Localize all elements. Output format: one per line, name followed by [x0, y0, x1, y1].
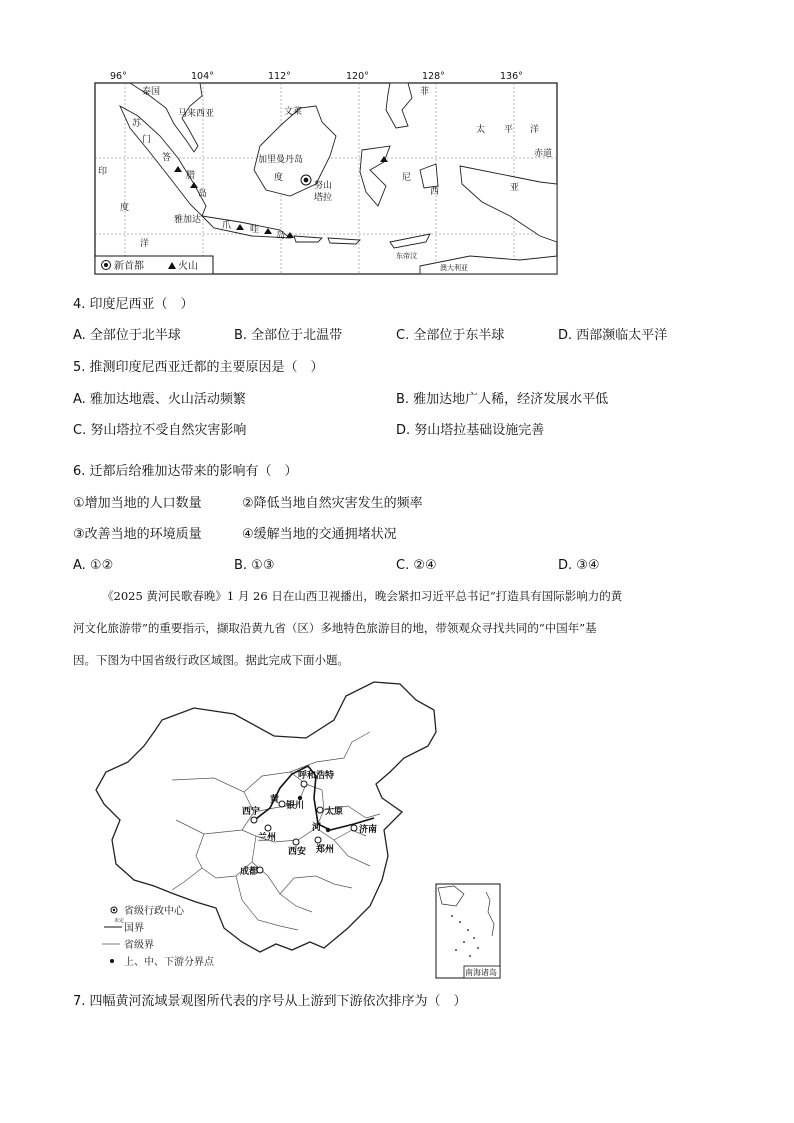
- legend-undetermined: 未定: [114, 918, 125, 924]
- label-nusantara: 塔拉: [314, 193, 333, 203]
- city-xian: 西安: [288, 847, 307, 857]
- lon-label: 136°: [500, 71, 523, 82]
- label-java: 哇: [250, 225, 260, 235]
- label-indonesia: 印: [98, 167, 108, 177]
- city-yinchuan: 银川: [286, 801, 305, 811]
- city-lanzhou: 兰州: [258, 833, 277, 843]
- label-philippines: 菲: [420, 87, 430, 97]
- label-sumatra: 岛: [198, 189, 208, 199]
- label-java: 爪: [222, 221, 232, 231]
- q6-item-3: ③改善当地的环境质量: [73, 527, 202, 542]
- q6-item-4: ④缓解当地的交通拥堵状况: [242, 527, 397, 542]
- passage-line-3: 因。下图为中国省级行政区域图。据此完成下面小题。: [73, 653, 349, 667]
- inset-label: 南海诸岛: [465, 968, 497, 977]
- q6-option-c[interactable]: C. ②④: [396, 558, 437, 573]
- q6-option-b[interactable]: B. ①③: [234, 558, 275, 573]
- label-kalimantan: 加里曼丹岛: [258, 155, 304, 165]
- label-pacific: 洋: [530, 125, 540, 135]
- city-jinan: 济南: [359, 825, 378, 835]
- q4-option-a[interactable]: A. 全部位于北半球: [73, 328, 181, 343]
- river-label-huang: 黄: [270, 795, 280, 805]
- legend-national-border: 国界: [124, 923, 144, 934]
- q4-option-d[interactable]: D. 西部濒临太平洋: [558, 328, 668, 343]
- q5-option-b[interactable]: B. 雅加达地广人稀，经济发展水平低: [396, 392, 609, 407]
- label-java: 岛: [276, 231, 286, 241]
- q5-option-d[interactable]: D. 努山塔拉基础设施完善: [396, 423, 545, 438]
- label-indian-ocean: 洋: [140, 239, 150, 249]
- label-indian-ocean: 度: [120, 203, 130, 213]
- label-pacific: 平: [504, 125, 514, 135]
- label-equator: 赤道: [534, 149, 553, 159]
- label-jakarta: 雅加达: [174, 215, 202, 225]
- q5-option-a[interactable]: A. 雅加达地震、火山活动频繁: [73, 392, 246, 407]
- label-sumatra: 答: [162, 153, 172, 163]
- lon-label: 120°: [346, 71, 369, 82]
- q4-option-b[interactable]: B. 全部位于北温带: [234, 328, 343, 343]
- lon-label: 112°: [268, 71, 291, 82]
- legend-capital: 省级行政中心: [124, 906, 184, 917]
- city-zhengzhou: 郑州: [316, 845, 335, 855]
- q5-option-c[interactable]: C. 努山塔拉不受自然灾害影响: [73, 423, 247, 438]
- legend-capital: 新首都: [114, 261, 144, 272]
- legend-volcano: 火山: [178, 261, 198, 272]
- label-thailand: 泰国: [142, 87, 161, 97]
- q6-item-1: ①增加当地的人口数量: [73, 496, 202, 511]
- q6-stem: 6. 迁都后给雅加达带来的影响有（ ）: [73, 464, 298, 479]
- city-hohhot: 呼和浩特: [298, 771, 335, 781]
- china-map: [84, 680, 514, 980]
- city-chengdu: 成都: [240, 867, 259, 877]
- city-taiyuan: 太原: [325, 807, 344, 817]
- river-label-he: 河: [312, 823, 322, 833]
- label-sumatra: 苏: [132, 119, 142, 129]
- label-timor: 东帝汶: [396, 252, 417, 260]
- legend-division-point: 上、中、下游分界点: [124, 957, 214, 968]
- lon-label: 104°: [191, 71, 214, 82]
- label-australia: 澳大利亚: [440, 264, 468, 272]
- q6-option-d[interactable]: D. ③④: [558, 558, 600, 573]
- lon-label: 96°: [110, 71, 127, 82]
- q7-stem: 7. 四幅黄河流域景观图所代表的序号从上游到下游依次排序为（ ）: [73, 994, 467, 1009]
- passage-line-2: 河文化旅游带”的重要指示，撷取沿黄九省（区）多地特色旅游目的地，带领观众寻找共同的“中国年”基: [73, 621, 597, 635]
- lon-label: 128°: [422, 71, 445, 82]
- q4-stem: 4. 印度尼西亚（ ）: [73, 297, 194, 312]
- q4-option-c[interactable]: C. 全部位于东半球: [396, 328, 505, 343]
- capital-marker: [301, 175, 311, 185]
- indonesia-map: [90, 66, 560, 278]
- label-nusantara: 努山: [314, 181, 333, 191]
- label-sumatra: 门: [142, 135, 152, 145]
- label-sumatra: 腊: [186, 171, 196, 181]
- q5-stem: 5. 推测印度尼西亚迁都的主要原因是（ ）: [73, 360, 324, 375]
- passage-line-1: 《2025 黄河民歌春晚》1 月 26 日在山西卫视播出，晚会紧扣习近平总书记“打造具有国际影响力的黄: [102, 589, 623, 603]
- legend-provincial-border: 省级界: [124, 940, 154, 951]
- label-indonesia: 西: [430, 187, 440, 197]
- south-china-sea-inset: [436, 884, 500, 978]
- label-indonesia: 度: [274, 173, 284, 183]
- label-brunei: 文莱: [284, 107, 303, 117]
- map2-legend: [102, 904, 215, 968]
- q6-option-a[interactable]: A. ①②: [73, 558, 114, 573]
- label-malaysia: 马来西亚: [178, 109, 215, 119]
- label-indonesia: 亚: [510, 183, 520, 193]
- label-pacific: 太: [476, 125, 486, 135]
- q6-item-2: ②降低当地自然灾害发生的频率: [242, 496, 423, 511]
- label-indonesia: 尼: [402, 173, 412, 183]
- city-xining: 西宁: [242, 807, 261, 817]
